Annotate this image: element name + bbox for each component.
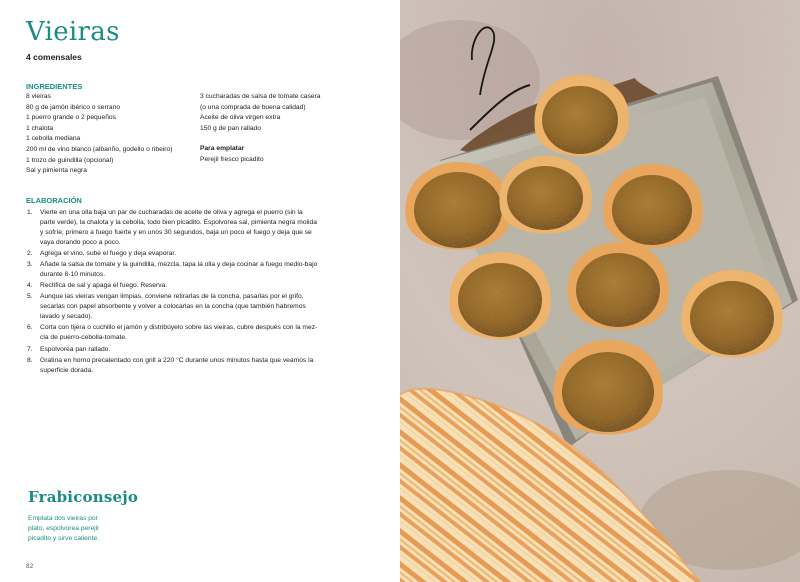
- ingredient-item: 1 puerro grande o 2 pequeños: [26, 114, 116, 122]
- ingredient-item: 200 ml de vino blanco (albariño, godello o ribeiro): [26, 145, 173, 153]
- method-step: [26, 323, 356, 343]
- method-step: [26, 260, 356, 280]
- step-line: vaya dorando poco a poco.: [40, 238, 121, 246]
- method-step: [26, 345, 356, 355]
- tip-text: [28, 514, 138, 544]
- step-line: Rectifica de sal y apaga el fuego. Reserva.: [40, 282, 168, 290]
- ingredient-item: 1 chalota: [26, 124, 54, 132]
- ingredient-item: Sal y pimienta negra: [26, 167, 87, 175]
- plating-heading: Para emplatar: [200, 145, 245, 153]
- method-step: [26, 249, 356, 259]
- ingredient-item: 1 cebolla mediana: [26, 135, 81, 143]
- step-line: Espolvorea pan rallado.: [40, 345, 111, 353]
- ingredient-item: 150 g de pan rallado: [200, 124, 261, 132]
- scallop-3: [499, 156, 591, 234]
- step-number: 6.: [27, 324, 33, 332]
- step-line: Añade la salsa de tomate y la guindilla, mezcla, tapa la olla y deja cocinar a fuego medio-bajo: [40, 261, 318, 269]
- step-line: Gratina en horno precalentado con grill a 220 °C durante unos minutos hasta que veamos la: [40, 356, 314, 364]
- step-line: y sofríe, primero a fuego fuerte y en unos 30 segundos, baja un poco el fuego y deja que se: [40, 228, 312, 236]
- step-line: Agrega el vino, sube el fuego y deja evaporar.: [40, 249, 177, 257]
- method-steps: [26, 208, 356, 377]
- step-line: cla de puerro-cebolla-tomate.: [40, 334, 127, 342]
- ingredient-item: (o una comprada de buena calidad): [200, 103, 306, 111]
- servings: 4 comensales: [26, 52, 82, 62]
- step-line: lavado y secado).: [40, 313, 93, 321]
- method-step: [26, 356, 356, 376]
- step-number: 3.: [27, 261, 33, 269]
- step-line: Corta con tijera o cuchillo el jamón y distribúyelo sobre las vieiras, cubre después con la mez-: [40, 324, 318, 332]
- method-heading: ELABORACIÓN: [26, 196, 82, 205]
- ingredient-item: 8 vieiras: [26, 93, 51, 100]
- step-number: 7.: [27, 345, 33, 353]
- page-number: 82: [26, 563, 34, 570]
- step-number: 2.: [27, 249, 33, 257]
- tip-line: Emplata dos vieiras por: [28, 515, 98, 522]
- ingredient-item: 1 trozo de guindilla (opcional): [26, 156, 114, 164]
- step-line: durante 8-10 minutos.: [40, 271, 106, 279]
- step-number: 1.: [27, 209, 33, 216]
- step-line: Aunque las vieiras vengan limpias, conviene retirarlas de la concha, pasarlas por el grifo,: [40, 293, 304, 301]
- scallop-4: [603, 164, 703, 248]
- ingredient-item: Aceite de oliva virgen extra: [200, 114, 281, 122]
- step-line: Vierte en una olla baja un par de cucharadas de aceite de oliva y agrega el puerro (sin la: [40, 209, 303, 216]
- step-line: parte verde), la chalota y la cebolla, todo bien picadito. Espolvorea sal, pimienta negra molida: [40, 218, 317, 226]
- ingredients-list-1: [26, 92, 196, 177]
- recipe-title: Vieiras: [26, 17, 120, 47]
- step-number: 5.: [27, 293, 33, 301]
- tip-line: picadito y sirve caliente.: [28, 534, 99, 542]
- tip-line: plato, espolvorea perejil: [28, 524, 99, 532]
- ingredient-item: 3 cucharadas de salsa de tomate casera: [200, 93, 321, 100]
- step-number: 4.: [27, 282, 33, 290]
- ingredients-list-2: [200, 92, 390, 166]
- tip-heading: Frabiconsejo: [28, 488, 139, 506]
- scallops-photo: [400, 0, 800, 582]
- method-step: [26, 292, 356, 322]
- ingredient-item: 80 g de jamón ibérico o serrano: [26, 103, 121, 111]
- scallop-1: [534, 75, 629, 156]
- ingredients-heading: INGREDIENTES: [26, 82, 83, 91]
- plating-item: Perejil fresco picadito: [200, 155, 264, 163]
- scallops-gratin-image: [400, 0, 800, 582]
- step-number: 8.: [27, 356, 33, 364]
- step-line: superficie dorada.: [40, 366, 94, 374]
- method-step: [26, 208, 356, 248]
- method-step: [26, 281, 356, 291]
- step-line: secarlas con papel absorbente y volver a colocarlas en la concha (que también habremos: [40, 303, 306, 311]
